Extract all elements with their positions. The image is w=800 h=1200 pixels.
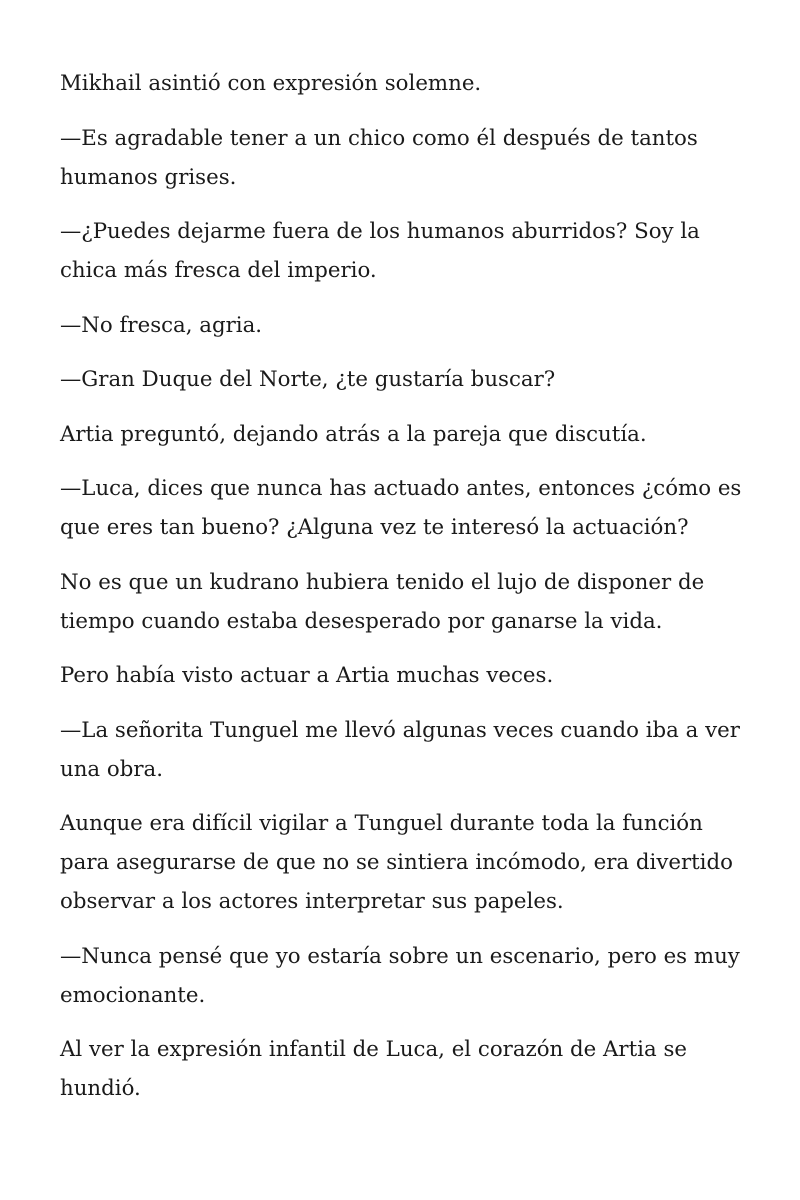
paragraph-6: Artia preguntó, dejando atrás a la pareja que discutía. [60, 421, 647, 447]
paragraph-8: No es que un kudrano hubiera tenido el lujo de disponer de tiempo cuando estaba desesperado por ganarse la vida. [60, 569, 705, 634]
paragraph-10: —La señorita Tunguel me llevó algunas veces cuando iba a ver una obra. [60, 717, 740, 782]
paragraph-4: —No fresca, agria. [60, 312, 263, 338]
paragraph-3: —¿Puedes dejarme fuera de los humanos aburridos? Soy la chica más fresca del imperio. [60, 219, 700, 283]
paragraph-1: Mikhail asintió con expresión solemne. [60, 71, 482, 96]
paragraph-5: —Gran Duque del Norte, ¿te gustaría buscar? [60, 367, 556, 392]
paragraph-11: Aunque era difícil vigilar a Tunguel durante toda la función para asegurarse de que no se sintiera incómodo, era divertido observar a los actores interpretar sus papeles. [60, 811, 733, 914]
paragraph-7: —Luca, dices que nunca has actuado antes, entonces ¿cómo es que eres tan bueno? ¿Alguna vez te interesó la actuación? [60, 476, 742, 540]
paragraph-13: Al ver la expresión infantil de Luca, el corazón de Artia se hundió. [60, 1037, 687, 1101]
paragraph-2: —Es agradable tener a un chico como él después de tantos humanos grises. [60, 125, 698, 190]
paragraph-9: Pero había visto actuar a Artia muchas veces. [60, 663, 554, 688]
document-page [60, 64, 750, 1124]
paragraph-12: —Nunca pensé que yo estaría sobre un escenario, pero es muy emocionante. [60, 943, 740, 1008]
